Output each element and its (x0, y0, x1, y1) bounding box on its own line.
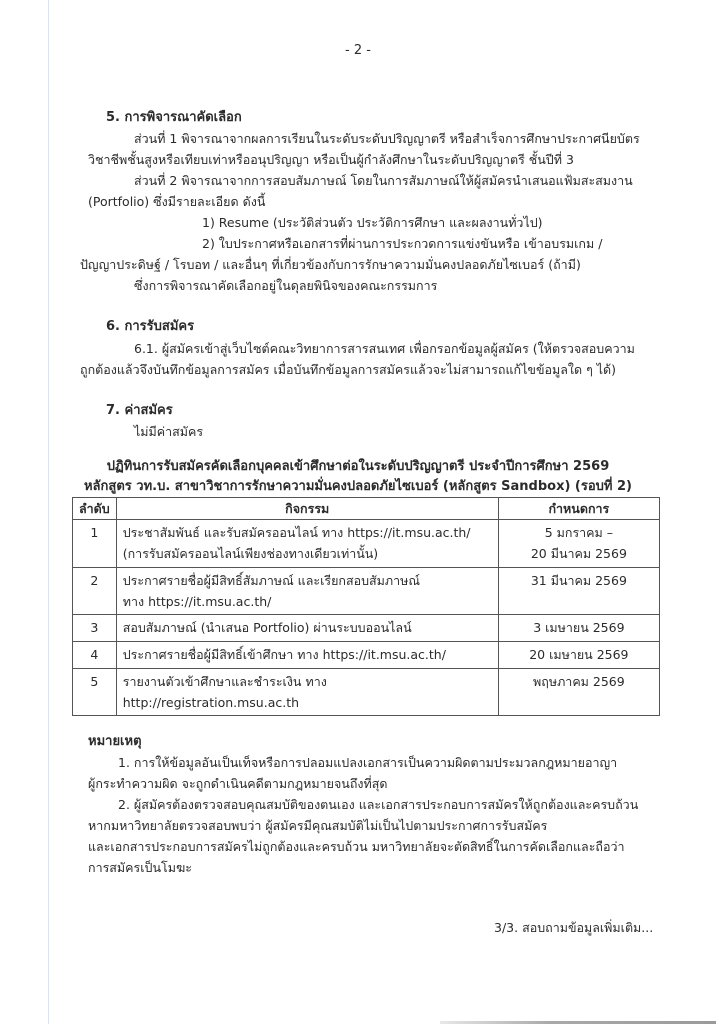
remarks-note2-line3: และเอกสารประกอบการสมัครไม่ถูกต้องและครบถ้วน มหาวิทยาลัยจะตัดสิทธิ์ในการคัดเลือกและถือว่า (88, 839, 625, 854)
row-activity (116, 669, 498, 716)
row-date (498, 669, 659, 716)
row-no: 3 (73, 615, 117, 642)
activity-line2: ทาง https://it.msu.ac.th/ (122, 594, 272, 609)
remarks-heading: หมายเหตุ (88, 734, 142, 749)
row-activity (116, 520, 498, 568)
activity-line2: (การรับสมัครออนไลน์เพียงช่องทางเดียวเท่านั้น) (122, 546, 379, 561)
row-date (498, 615, 659, 642)
section6-heading: 6. การรับสมัคร (106, 319, 195, 334)
section5-item1: 1) Resume (ประวัติส่วนตัว ประวัติการศึกษา และผลงานทั่วไป) (202, 215, 543, 230)
section5-discretion: ซึ่งการพิจารณาคัดเลือกอยู่ในดุลยพินิจของคณะกรรมการ (134, 278, 438, 293)
row-no: 4 (73, 642, 117, 669)
activity-line1: ประกาศรายชื่อผู้มีสิทธิ์สัมภาษณ์ และเรียกสอบสัมภาษณ์ (122, 573, 421, 588)
activity-line1: รายงานตัวเข้าศึกษาและชำระเงิน ทาง http://registration.msu.ac.th (122, 674, 327, 710)
continuation-note: 3/3. สอบถามข้อมูลเพิ่มเติม... (494, 920, 654, 935)
header-no: ลำดับ (73, 498, 117, 520)
remarks-note2-line2: หากมหาวิทยาลัยตรวจสอบพบว่า ผู้สมัครมีคุณสมบัติไม่เป็นไปตามประกาศการรับสมัคร (88, 818, 548, 833)
remarks-note1-line1: 1. การให้ข้อมูลอันเป็นเท็จหรือการปลอมแปลงเอกสารเป็นความผิดตามประมวลกฎหมายอาญา (118, 755, 618, 770)
date-line1: พฤษภาคม 2569 (533, 674, 625, 689)
date-line1: 5 มกราคม – (544, 525, 614, 540)
section5-part1-line1: ส่วนที่ 1 พิจารณาจากผลการเรียนในระดับระดับปริญญาตรี หรือสำเร็จการศึกษาประกาศนียบัตร (134, 131, 640, 146)
row-date (498, 642, 659, 669)
row-activity (116, 642, 498, 669)
remarks-note2-line1: 2. ผู้สมัครต้องตรวจสอบคุณสมบัติของตนเอง และเอกสารประกอบการสมัครให้ถูกต้องและครบถ้วน (118, 797, 639, 812)
remarks-note2-line4: การสมัครเป็นโมฆะ (88, 860, 192, 875)
activity-line1: ประกาศรายชื่อผู้มีสิทธิ์เข้าศึกษา ทาง https://it.msu.ac.th/ (122, 647, 446, 662)
section6-line2: ถูกต้องแล้วจึงบันทึกข้อมูลการสมัคร เมื่อบันทึกข้อมูลการสมัครแล้วจะไม่สามารถแก้ไขข้อมูลใด ๆ ได้) (80, 362, 617, 377)
header-activity: กิจกรรม (116, 498, 498, 520)
date-line1: 31 มีนาคม 2569 (530, 573, 627, 588)
remarks-note1-line2: ผู้กระทำความผิด จะถูกดำเนินคดีตามกฎหมายจนถึงที่สุด (88, 776, 388, 791)
activity-line1: สอบสัมภาษณ์ (นำเสนอ Portfolio) ผ่านระบบออนไลน์ (122, 620, 412, 635)
row-date (498, 520, 659, 568)
row-date (498, 568, 659, 615)
section5-part2-line1: ส่วนที่ 2 พิจารณาจากการสอบสัมภาษณ์ โดยในการสัมภาษณ์ให้ผู้สมัครนำเสนอแฟ้มสะสมงาน (134, 173, 633, 188)
date-line2: 20 มีนาคม 2569 (530, 546, 627, 561)
schedule-table (72, 497, 660, 716)
section5-item2-line2: ปัญญาประดิษฐ์ / โรบอท / และอื่นๆ ที่เกี่ยวข้องกับการรักษาความมั่นคงปลอดภัยไซเบอร์ (ถ้ามี) (80, 257, 581, 272)
table-row (73, 615, 660, 642)
section7-heading: 7. ค่าสมัคร (106, 403, 173, 418)
table-header-row (73, 498, 660, 520)
row-no: 1 (73, 520, 117, 568)
schedule-title-line1: ปฏิทินการรับสมัครคัดเลือกบุคคลเข้าศึกษาต่อในระดับปริญญาตรี ประจำปีการศึกษา 2569 (106, 459, 610, 474)
table-row (73, 520, 660, 568)
date-line1: 20 เมษายน 2569 (529, 647, 629, 662)
activity-line1: ประชาสัมพันธ์ และรับสมัครออนไลน์ ทาง https://it.msu.ac.th/ (122, 525, 471, 540)
scan-edge-line (48, 0, 49, 1024)
schedule-title-line2: หลักสูตร วท.บ. สาขาวิชาการรักษาความมั่นคงปลอดภัยไซเบอร์ (หลักสูตร Sandbox) (รอบที่ 2) (83, 479, 632, 494)
section5-part2-line2: (Portfolio) ซึ่งมีรายละเอียด ดังนี้ (88, 194, 266, 209)
table-row (73, 642, 660, 669)
section7-line1: ไม่มีค่าสมัคร (134, 424, 204, 439)
table-row (73, 669, 660, 716)
section5-heading: 5. การพิจารณาคัดเลือก (106, 110, 242, 125)
date-line1: 3 เมษายน 2569 (533, 620, 625, 635)
row-no: 2 (73, 568, 117, 615)
row-activity (116, 568, 498, 615)
table-row (73, 568, 660, 615)
header-date: กำหนดการ (498, 498, 659, 520)
row-activity (116, 615, 498, 642)
section6-line1: 6.1. ผู้สมัครเข้าสู่เว็บไซต์คณะวิทยาการสารสนเทศ เพื่อกรอกข้อมูลผู้สมัคร (ให้ตรวจสอบความ (134, 341, 635, 356)
section5-item2-line1: 2) ใบประกาศหรือเอกสารที่ผ่านการประกวดการแข่งขันหรือ เข้าอบรมเกม / (202, 236, 603, 251)
section5-part1-line2: วิชาชีพชั้นสูงหรือเทียบเท่าหรืออนุปริญญา หรือเป็นผู้กำลังศึกษาในระดับปริญญาตรี ชั้นปีที่ 3 (88, 152, 574, 167)
row-no: 5 (73, 669, 117, 716)
page-number: - 2 - (345, 43, 371, 58)
